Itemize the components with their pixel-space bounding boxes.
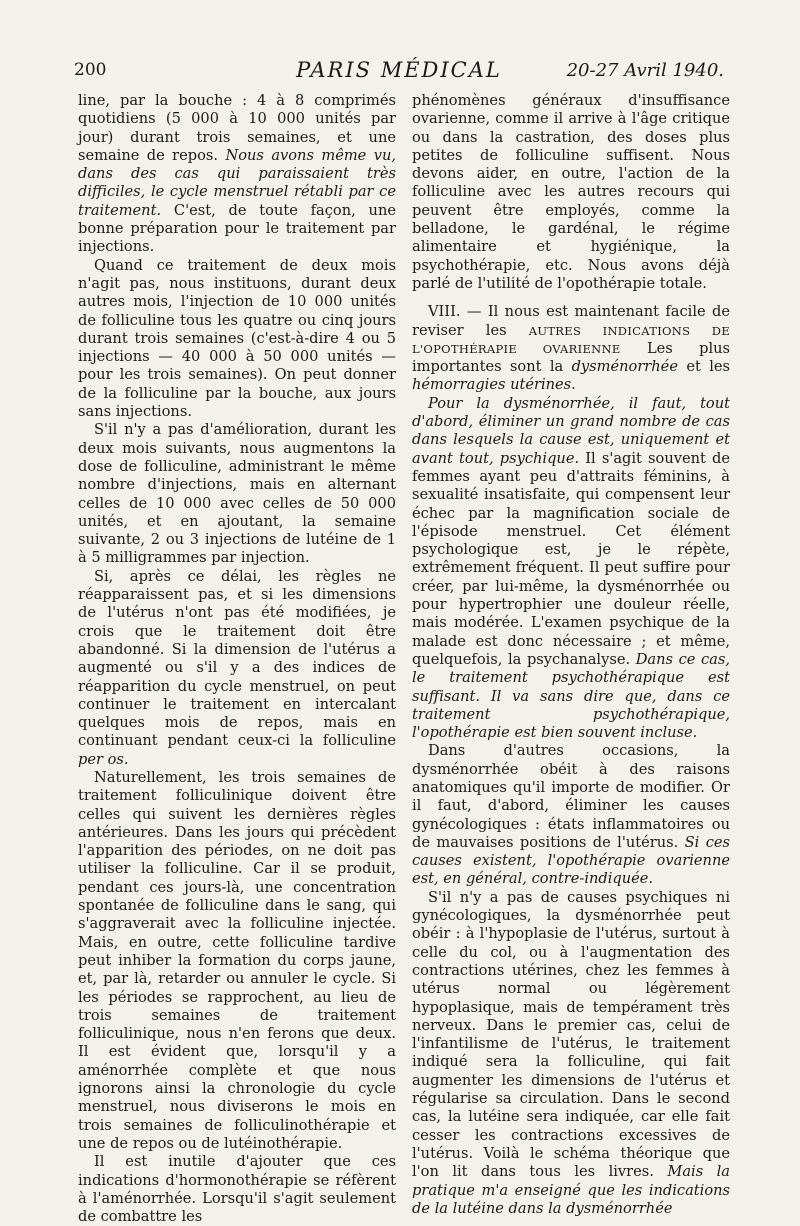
- paragraph: phénomènes généraux d'insuffisance ovarienne, comme il arrive à l'âge critique ou dans la castration, des doses plus petites de folliculine suffisent. Nous devons aider, en outre, l'action de la folliculine avec les autres recours qui peuvent être employés, comme la belladone, le gardénal, le régime alimentaire et hygiénique, la psychothérapie, etc. Nous avons déjà parlé de l'utilité de l'opothérapie totale.: [412, 92, 730, 292]
- paragraph: Si, après ce délai, les règles ne réapparaissent pas, et si les dimensions de l'utérus n'ont pas été modifiées, je crois que le traitement doit être abandonné. Si la dimension de l'utérus a augmenté ou s'il y a des indices de réapparition du cycle menstruel, on peut continuer le traitement en intercalant quelques mois de repos, mais en continuant pendant ceux-ci la folliculine per os.: [78, 567, 396, 768]
- page-number: 200: [74, 60, 107, 80]
- paragraph: Quand ce traitement de deux mois n'agit pas, nous instituons, durant deux autres mois, l'injection de 10 000 unités de folliculine tous les quatre ou cinq jours durant trois semaines (c'est-à-dire 4 ou 5 injections — 40 000 à 50 000 unités — pour les trois semaines). On peut donner de la folliculine par la bouche, aux jours sans injections.: [78, 256, 396, 421]
- paragraph: S'il n'y a pas de causes psychiques ni gynécologiques, la dysménorrhée peut obéir : à l'hypoplasie de l'utérus, surtout à celle du col, ou à l'augmentation des contractions utérines, chez les femmes à utérus normal ou légèrement hypoplasique, mais de tempérament très nerveux. Dans le premier cas, celui de l'infantilisme de l'utérus, le traitement indiqué sera la folliculine, qui fait augmenter les dimensions de l'utérus et régularise sa circulation. Dans le second cas, la lutéine sera indiquée, car elle fait cesser les contractions excessives de l'utérus. Voilà le schéma théorique que l'on lit dans tous les livres. Mais la pratique m'a enseigné que les indications de la lutéine dans la dysménorrhée: [412, 888, 731, 1217]
- journal-title: PARIS MÉDICAL: [296, 58, 502, 82]
- paragraph: Pour la dysménorrhée, il faut, tout d'abord, éliminer un grand nombre de cas dans lesquels la cause est, uniquement et avant tout, psychique. Il s'agit souvent de femmes ayant peu d'attraits féminins, à sexualité insatisfaite, qui compensent leur échec par la magnification sociale de l'épisode menstruel. Cet élément psychologique est, je le répète, extrêmement fréquent. Il peut suffire pour créer, par lui-même, la dysménorrhée ou pour hypertrophier une douleur réelle, mais modérée. L'examen psychique de la malade est donc nécessaire ; et même, quelquefois, la psychanalyse. Dans ce cas, le traitement psychothérapique est suffisant. Il va sans dire que, dans ce traitement psychothérapique, l'opothérapie est bien souvent incluse.: [412, 394, 730, 742]
- paragraph: line, par la bouche : 4 à 8 comprimés quotidiens (5 000 à 10 000 unités par jour) durant trois semaines, et une semaine de repos. Nous avons même vu, dans des cas qui paraissaient très difficiles, le cycle menstruel rétabli par ce traitement. C'est, de toute façon, une bonne préparation pour le traitement par injections.: [78, 92, 397, 256]
- section-heading-paragraph: VIII. — Il nous est maintenant facile de reviser les AUTRES INDICATIONS DE L'OPOTHÉRAPIE OVARIENNE Les plus importantes sont la dysménorrhée et les hémorragies utérines.: [412, 303, 731, 394]
- issue-date: 20-27 Avril 1940.: [566, 60, 724, 81]
- right-column: [412, 92, 730, 1218]
- paragraph: Dans d'autres occasions, la dysménorrhée obéit à des raisons anatomiques qu'il importe de modifier. Or il faut, d'abord, éliminer les causes gynécologiques : états inflammatoires ou de mauvaises positions de l'utérus. Si ces causes existent, l'opothérapie ovarienne est, en général, contre-indiquée.: [412, 742, 730, 888]
- paragraph: S'il n'y a pas d'amélioration, durant les deux mois suivants, nous augmentons la dose de folliculine, administrant le même nombre d'injections, mais en alternant celles de 10 000 avec celles de 50 000 unités, et en ajoutant, la semaine suivante, 2 ou 3 injections de lutéine de 1 à 5 milligrammes par injection.: [78, 421, 396, 567]
- paragraph: Naturellement, les trois semaines de traitement folliculinique doivent être celles qui suivent les dernières règles antérieures. Dans les jours qui précèdent l'apparition des périodes, on ne doit pas utiliser la folliculine. Car il se produit, pendant ces jours-là, une concentration spontanée de folliculine dans le sang, qui s'aggraverait avec la folliculine injectée. Mais, en outre, cette folliculine tardive peut inhiber la formation du corps jaune, et, par là, retarder ou annuler le cycle. Si les périodes se rapprochent, au lieu de trois semaines de traitement folliculinique, nous n'en ferons que deux. Il est évident que, lorsqu'il y a aménorrhée complète et que nous ignorons ainsi la chronologie du cycle menstruel, nous diviserons le mois en trois semaines de folliculinothérapie et une de repos ou de lutéinothérapie.: [78, 768, 396, 1152]
- left-column: [78, 92, 396, 1226]
- running-header: [74, 58, 724, 90]
- paragraph: Il est inutile d'ajouter que ces indications d'hormonothérapie se réfèrent à l'aménorrhée. Lorsqu'il s'agit seulement de combattre les: [78, 1153, 396, 1226]
